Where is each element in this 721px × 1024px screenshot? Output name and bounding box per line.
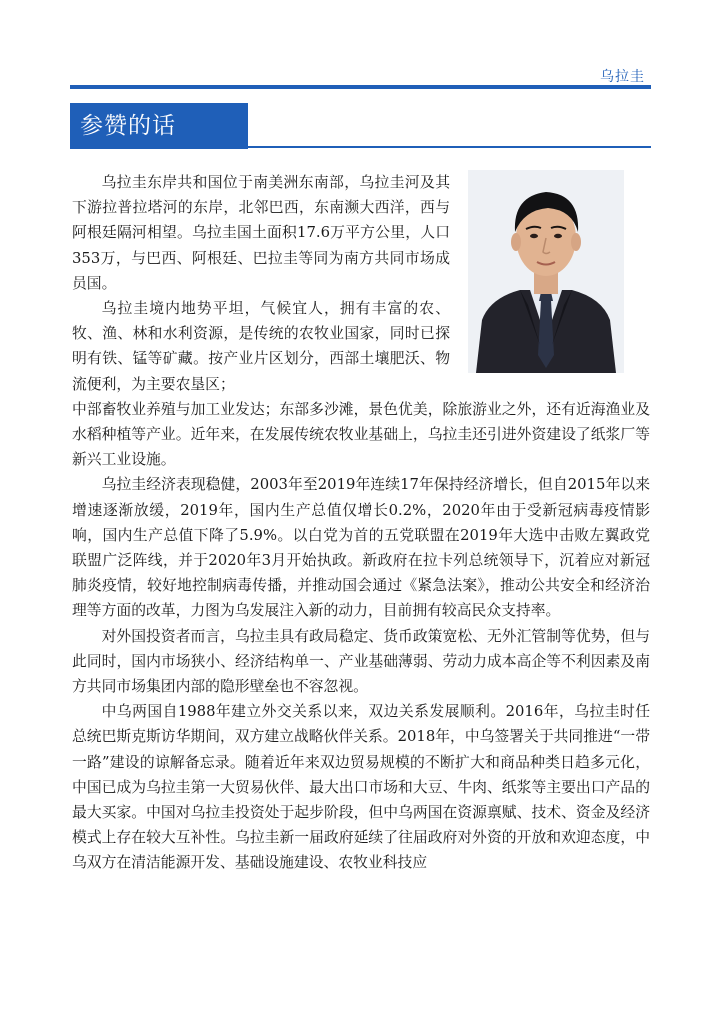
paragraph-resources: 乌拉圭境内地势平坦，气候宜人，拥有丰富的农、牧、渔、林和水利资源，是传统的农牧业国家，同时已探明有铁、锰等矿藏。按产业片区划分，西部土壤肥沃、物流便利，为主要农垦区； <box>72 300 450 393</box>
section-title: 参赞的话 <box>70 103 248 149</box>
header-divider <box>70 85 651 89</box>
paragraph-investment: 对外国投资者而言，乌拉圭具有政局稳定、货币政策宽松、无外汇管制等优势，但与此同时，国内市场狭小、经济结构单一、产业基础薄弱、劳动力成本高企等不利因素及南方共同市场集团内部的隐形壁垒也不容忽视。 <box>72 627 650 696</box>
paragraph-economy: 乌拉圭经济表现稳健，2003年至2019年连续17年保持经济增长，但自2015年以来增速逐渐放缓，2019年，国内生产总值仅增长0.2%，2020年由于受新冠病毒疫情影响，国内生产总值下降了5.9%。以白党为首的五党联盟在2019年大选中击败左翼政党联盟广泛阵线，并于2020年3月开始执政。新政府在拉卡列总统领导下，沉着应对新冠肺炎疫情，较好地控制病毒传播，并推动国会通过《紧急法案》，推动公共安全和经济治理等方面的改革，力图为乌发展注入新的动力，目前拥有较高民众支持率。 <box>72 476 650 620</box>
paragraph-resources-continued: 中部畜牧业养殖与加工业发达；东部多沙滩，景色优美，除旅游业之外，还有近海渔业及水稻种植等产业。近年来，在发展传统农牧业基础上，乌拉圭还引进外资建设了纸浆厂等新兴工业设施。 <box>72 400 650 469</box>
article-body <box>72 170 650 876</box>
section-title-underline <box>70 146 651 148</box>
paragraph-bilateral-relations: 中乌两国自1988年建立外交关系以来，双边关系发展顺利。2016年，乌拉圭时任总统巴斯克斯访华期间，双方建立战略伙伴关系。2018年，中乌签署关于共同推进“一带一路”建设的谅解备忘录。随着近年来双边贸易规模的不断扩大和商品种类日趋多元化，中国已成为乌拉圭第一大贸易伙伴、最大出口市场和大豆、牛肉、纸浆等主要出口产品的最大买家。中国对乌拉圭投资处于起步阶段，但中乌两国在资源禀赋、技术、资金及经济模式上存在较大互补性。乌拉圭新一届政府延续了往届政府对外资的开放和欢迎态度，中乌双方在清洁能源开发、基础设施建设、农牧业科技应 <box>72 703 650 872</box>
header-country-tag: 乌拉圭 <box>600 69 645 85</box>
paragraph-geography: 乌拉圭东岸共和国位于南美洲东南部，乌拉圭河及其下游拉普拉塔河的东岸，北邻巴西，东南濒大西洋，西与阿根廷隔河相望。乌拉圭国土面积17.6万平方公里，人口353万，与巴西、阿根廷、巴拉圭等同为南方共同市场成员国。 <box>72 174 450 292</box>
